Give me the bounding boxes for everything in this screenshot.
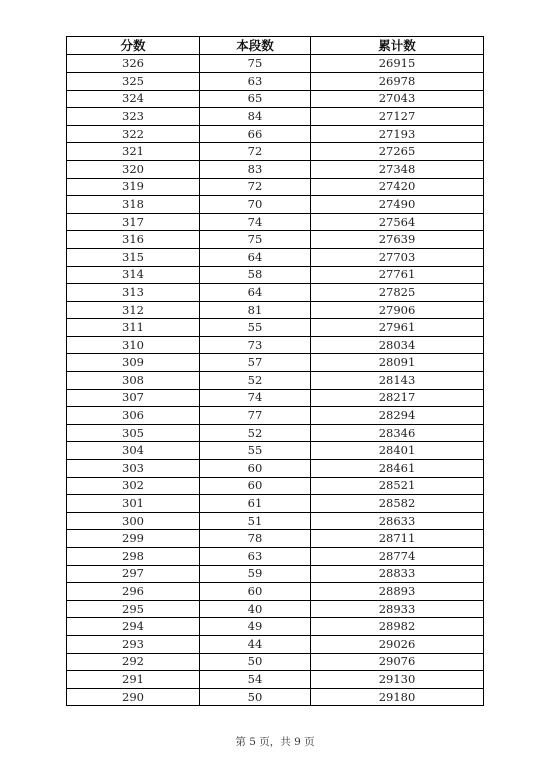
cell-score: 304 <box>67 442 200 460</box>
cell-score: 293 <box>67 635 200 653</box>
table-row <box>67 72 484 90</box>
table-row <box>67 442 484 460</box>
cell-score: 311 <box>67 319 200 337</box>
cell-segment-count: 58 <box>200 266 311 284</box>
cell-cumulative-count: 28143 <box>311 372 484 390</box>
table-row <box>67 389 484 407</box>
cell-segment-count: 55 <box>200 442 311 460</box>
cell-cumulative-count: 28091 <box>311 354 484 372</box>
cell-score: 313 <box>67 284 200 302</box>
cell-cumulative-count: 28521 <box>311 477 484 495</box>
cell-cumulative-count: 28633 <box>311 512 484 530</box>
cell-cumulative-count: 27348 <box>311 160 484 178</box>
cell-score: 294 <box>67 618 200 636</box>
cell-cumulative-count: 28833 <box>311 565 484 583</box>
table-row <box>67 583 484 601</box>
table-row <box>67 424 484 442</box>
cell-segment-count: 55 <box>200 319 311 337</box>
cell-cumulative-count: 26978 <box>311 72 484 90</box>
cell-segment-count: 51 <box>200 512 311 530</box>
table-row <box>67 600 484 618</box>
cell-segment-count: 66 <box>200 125 311 143</box>
table-row <box>67 160 484 178</box>
cell-segment-count: 75 <box>200 55 311 73</box>
cell-cumulative-count: 26915 <box>311 55 484 73</box>
table-row <box>67 688 484 706</box>
table-row <box>67 653 484 671</box>
cell-segment-count: 50 <box>200 688 311 706</box>
cell-segment-count: 60 <box>200 477 311 495</box>
cell-segment-count: 60 <box>200 460 311 478</box>
cell-score: 309 <box>67 354 200 372</box>
table-row <box>67 530 484 548</box>
table-row <box>67 90 484 108</box>
cell-segment-count: 65 <box>200 90 311 108</box>
table-row <box>67 460 484 478</box>
cell-score: 314 <box>67 266 200 284</box>
cell-score: 301 <box>67 495 200 513</box>
cell-score: 298 <box>67 548 200 566</box>
cell-cumulative-count: 27761 <box>311 266 484 284</box>
cell-score: 315 <box>67 248 200 266</box>
cell-segment-count: 52 <box>200 424 311 442</box>
cell-cumulative-count: 28893 <box>311 583 484 601</box>
table-row <box>67 372 484 390</box>
cell-cumulative-count: 28034 <box>311 336 484 354</box>
table-row <box>67 512 484 530</box>
table-row <box>67 671 484 689</box>
table-row <box>67 336 484 354</box>
cell-score: 307 <box>67 389 200 407</box>
cell-segment-count: 57 <box>200 354 311 372</box>
cell-segment-count: 70 <box>200 196 311 214</box>
table-row <box>67 55 484 73</box>
cell-cumulative-count: 29130 <box>311 671 484 689</box>
cell-segment-count: 49 <box>200 618 311 636</box>
cell-score: 291 <box>67 671 200 689</box>
cell-score: 312 <box>67 301 200 319</box>
cell-cumulative-count: 27825 <box>311 284 484 302</box>
table-row <box>67 284 484 302</box>
cell-segment-count: 72 <box>200 143 311 161</box>
cell-cumulative-count: 28294 <box>311 407 484 425</box>
cell-score: 324 <box>67 90 200 108</box>
cell-segment-count: 59 <box>200 565 311 583</box>
cell-cumulative-count: 27703 <box>311 248 484 266</box>
cell-score: 318 <box>67 196 200 214</box>
cell-segment-count: 81 <box>200 301 311 319</box>
cell-score: 300 <box>67 512 200 530</box>
table-row <box>67 354 484 372</box>
header-segment-count: 本段数 <box>200 37 311 55</box>
table-row <box>67 635 484 653</box>
cell-cumulative-count: 27043 <box>311 90 484 108</box>
cell-cumulative-count: 28933 <box>311 600 484 618</box>
page-number: 第 5 页，共 9 页 <box>235 736 315 748</box>
cell-cumulative-count: 28711 <box>311 530 484 548</box>
table-row <box>67 301 484 319</box>
cell-segment-count: 63 <box>200 72 311 90</box>
cell-score: 321 <box>67 143 200 161</box>
cell-cumulative-count: 27639 <box>311 231 484 249</box>
cell-cumulative-count: 29180 <box>311 688 484 706</box>
table-row <box>67 495 484 513</box>
cell-score: 308 <box>67 372 200 390</box>
cell-score: 303 <box>67 460 200 478</box>
table-row <box>67 565 484 583</box>
cell-score: 292 <box>67 653 200 671</box>
cell-score: 305 <box>67 424 200 442</box>
cell-score: 319 <box>67 178 200 196</box>
table-row <box>67 178 484 196</box>
cell-cumulative-count: 27127 <box>311 108 484 126</box>
table-row <box>67 248 484 266</box>
cell-score: 295 <box>67 600 200 618</box>
cell-score: 290 <box>67 688 200 706</box>
cell-segment-count: 40 <box>200 600 311 618</box>
cell-segment-count: 84 <box>200 108 311 126</box>
score-distribution-table <box>66 36 484 706</box>
cell-segment-count: 74 <box>200 389 311 407</box>
cell-cumulative-count: 28982 <box>311 618 484 636</box>
cell-score: 316 <box>67 231 200 249</box>
cell-segment-count: 63 <box>200 548 311 566</box>
cell-score: 296 <box>67 583 200 601</box>
table-row <box>67 407 484 425</box>
cell-cumulative-count: 28401 <box>311 442 484 460</box>
cell-segment-count: 60 <box>200 583 311 601</box>
cell-cumulative-count: 27490 <box>311 196 484 214</box>
cell-segment-count: 77 <box>200 407 311 425</box>
cell-score: 310 <box>67 336 200 354</box>
cell-cumulative-count: 28461 <box>311 460 484 478</box>
table-row <box>67 319 484 337</box>
table-row <box>67 143 484 161</box>
table-header-row <box>67 37 484 55</box>
cell-segment-count: 83 <box>200 160 311 178</box>
cell-segment-count: 64 <box>200 248 311 266</box>
cell-segment-count: 74 <box>200 213 311 231</box>
cell-segment-count: 44 <box>200 635 311 653</box>
cell-cumulative-count: 28217 <box>311 389 484 407</box>
cell-cumulative-count: 29076 <box>311 653 484 671</box>
cell-cumulative-count: 27420 <box>311 178 484 196</box>
cell-cumulative-count: 27564 <box>311 213 484 231</box>
table-row <box>67 231 484 249</box>
table-body <box>67 55 484 706</box>
cell-score: 299 <box>67 530 200 548</box>
cell-score: 320 <box>67 160 200 178</box>
table-row <box>67 266 484 284</box>
cell-cumulative-count: 29026 <box>311 635 484 653</box>
cell-score: 323 <box>67 108 200 126</box>
header-score: 分数 <box>67 37 200 55</box>
cell-segment-count: 52 <box>200 372 311 390</box>
table-row <box>67 125 484 143</box>
cell-segment-count: 61 <box>200 495 311 513</box>
cell-cumulative-count: 27906 <box>311 301 484 319</box>
cell-segment-count: 78 <box>200 530 311 548</box>
table-row <box>67 108 484 126</box>
table-row <box>67 477 484 495</box>
cell-segment-count: 75 <box>200 231 311 249</box>
cell-segment-count: 72 <box>200 178 311 196</box>
cell-cumulative-count: 28582 <box>311 495 484 513</box>
cell-cumulative-count: 28346 <box>311 424 484 442</box>
cell-cumulative-count: 27961 <box>311 319 484 337</box>
cell-score: 297 <box>67 565 200 583</box>
table-row <box>67 196 484 214</box>
cell-cumulative-count: 27265 <box>311 143 484 161</box>
cell-segment-count: 73 <box>200 336 311 354</box>
cell-segment-count: 64 <box>200 284 311 302</box>
cell-score: 306 <box>67 407 200 425</box>
table-row <box>67 213 484 231</box>
cell-cumulative-count: 28774 <box>311 548 484 566</box>
cell-score: 326 <box>67 55 200 73</box>
table-row <box>67 618 484 636</box>
cell-score: 325 <box>67 72 200 90</box>
cell-cumulative-count: 27193 <box>311 125 484 143</box>
cell-score: 322 <box>67 125 200 143</box>
cell-score: 317 <box>67 213 200 231</box>
cell-segment-count: 50 <box>200 653 311 671</box>
table-row <box>67 548 484 566</box>
header-cumulative-count: 累计数 <box>311 37 484 55</box>
cell-segment-count: 54 <box>200 671 311 689</box>
cell-score: 302 <box>67 477 200 495</box>
